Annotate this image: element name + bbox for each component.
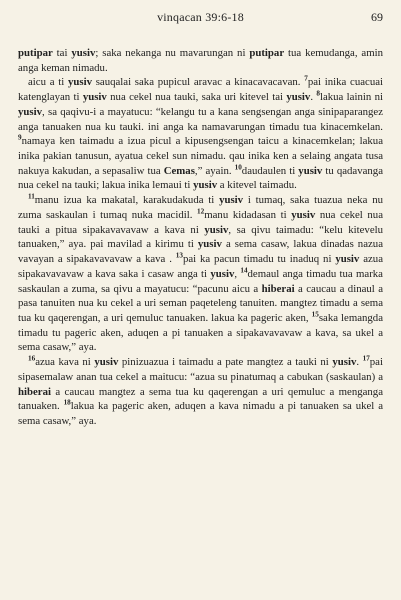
bold-term: yusiv (219, 194, 244, 207)
text-run: azua sipakavavavaw a kava saka i casaw anga ti (18, 253, 383, 280)
verse-number: 16 (28, 354, 36, 363)
bold-term: yusiv (210, 267, 235, 280)
verse-number: 12 (197, 207, 205, 216)
bold-term: Cemas (163, 164, 195, 177)
text-run: ,” ayain. (194, 164, 235, 177)
text-run: lakua ka pageric aken, aduqen a kava nimadu a pi tanuaken sa ukel a sema casaw,” aya. (18, 400, 383, 427)
verse-number: 8 (316, 89, 320, 98)
text-run: a kitevel taimadu. (217, 179, 297, 192)
text-run: aicu a ti (28, 76, 68, 89)
text-run: azua kava ni (35, 356, 95, 369)
verse-number: 7 (304, 74, 308, 83)
text-run: tai (52, 47, 72, 59)
paragraph (18, 46, 383, 75)
text-run: lakua lainin ni (319, 91, 383, 104)
verse-number: 15 (311, 310, 319, 319)
text-run: , sa qaqivu-i a mayatucu: “kelangu tu a kana sengsengan anga sinipaparangez anga tanuaken nua ku tauki. ini anga ka namavarungan timadu tua kinacemkelan. (18, 105, 383, 133)
paragraph (18, 355, 383, 429)
page-number: 69 (371, 10, 383, 24)
bold-term: yusiv (71, 47, 96, 59)
text-run: manu izua ka makatal, karakudakuda ti (34, 194, 220, 207)
bold-term: yusiv (18, 105, 43, 118)
bold-term: putipar (249, 47, 285, 59)
bold-term: yusiv (204, 223, 229, 236)
text-run: pinizuazua i taimadu a pate mangtez a tauki ni (118, 356, 333, 369)
page-header (18, 8, 383, 28)
text-run: nua cekel nua tauki, saka uri kitevel tai (106, 91, 287, 104)
text-run: tu qadavanga nua cekel na tauki; lakua inika lemaui ti (18, 164, 383, 192)
bold-term: yusiv (67, 76, 92, 89)
text-run: a caucau a dinaul a pasa tanuiten nua ku cekel a uri seman paqeteleng tanuiten. mangtez timadu a sema tua ku qaqerengan, a uri qemuluc tanuaken. lakua ka pageric aken, (18, 282, 383, 324)
verse-number: 17 (362, 354, 370, 363)
text-run: pai sipasemalaw anan tua cekel a maitucu: “azua su pinatumaq a cabukan (saskaulan) a (18, 356, 383, 383)
text-run: demaul anga timadu tua marka saskaulan a zuma, sa qivu a mayatucu: “pacunu aicu a (18, 267, 383, 295)
text-run: pai inika cuacuai katenglayan ti (18, 76, 384, 104)
text-run: i tumaq, saka tuazua neka nu zuma saskaulan i tumaq nuka macidil. (18, 194, 384, 221)
text-run: , (234, 267, 241, 280)
text-run: namaya ken taimadu a izua picul a kipusengsengan taicu a kinacemkelan; lakua inika pakian tanusun, ayatua cekel sun nimadu. qau inika ken a selaing angata tusa nakuya kakudan, a sepasaliw tua (18, 135, 383, 177)
text-run: pai ka pacun timadu tu inaduq ni (182, 253, 336, 266)
bold-term: yusiv (94, 356, 119, 369)
text-run: tua kemudanga, amin anga keman nimadu. (18, 47, 383, 74)
verse-number: 10 (234, 163, 242, 172)
text-run: . (310, 91, 317, 104)
paragraph (18, 193, 383, 355)
text-run: daudaulen ti (241, 164, 299, 177)
bold-term: yusiv (82, 91, 107, 104)
verse-number: 11 (28, 192, 35, 201)
verse-number: 14 (240, 266, 248, 275)
bold-term: yusiv (335, 253, 360, 266)
body-text (18, 46, 383, 429)
bold-term: yusiv (193, 179, 218, 192)
text-run: sauqalai saka pupicul aravac a kinacavacavan. (91, 76, 305, 89)
bold-term: hiberai (18, 385, 51, 398)
bold-term: yusiv (332, 356, 357, 369)
running-head: vinqacan 39:6-18 (157, 10, 244, 24)
text-run: manu kidadasan ti (204, 208, 292, 221)
text-run: , sa qivu taimadu: “kelu kitevelu tanuaken,” aya. pai mavilad a kirimu ti (18, 223, 384, 251)
bold-term: yusiv (291, 208, 316, 221)
verse-number: 13 (175, 251, 183, 260)
text-run: ; saka nekanga nu mavarungan ni (95, 47, 250, 59)
verse-number: 9 (18, 133, 22, 142)
text-run: saka lemangda timadu tu pageric aken, aduqen a pi tanuaken a sipakavavavaw a kava, sa ukel a sema casaw,” aya. (18, 311, 383, 354)
text-run: nua cekel nua tauki a pitua sipakavavavaw a kava ni (18, 208, 383, 236)
text-run: . (356, 356, 363, 369)
bold-term: hiberai (261, 282, 295, 295)
text-run: a sema casaw, lakua dinadas nazua vavayan a sipakavavavaw a kava . (18, 238, 383, 266)
text-run: a caucau mangtez a sema tua ku qaqerengan a uri qemuluc a menganga tanuaken. (18, 385, 383, 413)
paragraph (18, 75, 383, 193)
verse-number: 18 (63, 398, 71, 407)
bold-term: putipar (18, 47, 53, 59)
bold-term: yusiv (298, 164, 323, 177)
bold-term: yusiv (286, 91, 311, 104)
bold-term: yusiv (197, 238, 222, 251)
